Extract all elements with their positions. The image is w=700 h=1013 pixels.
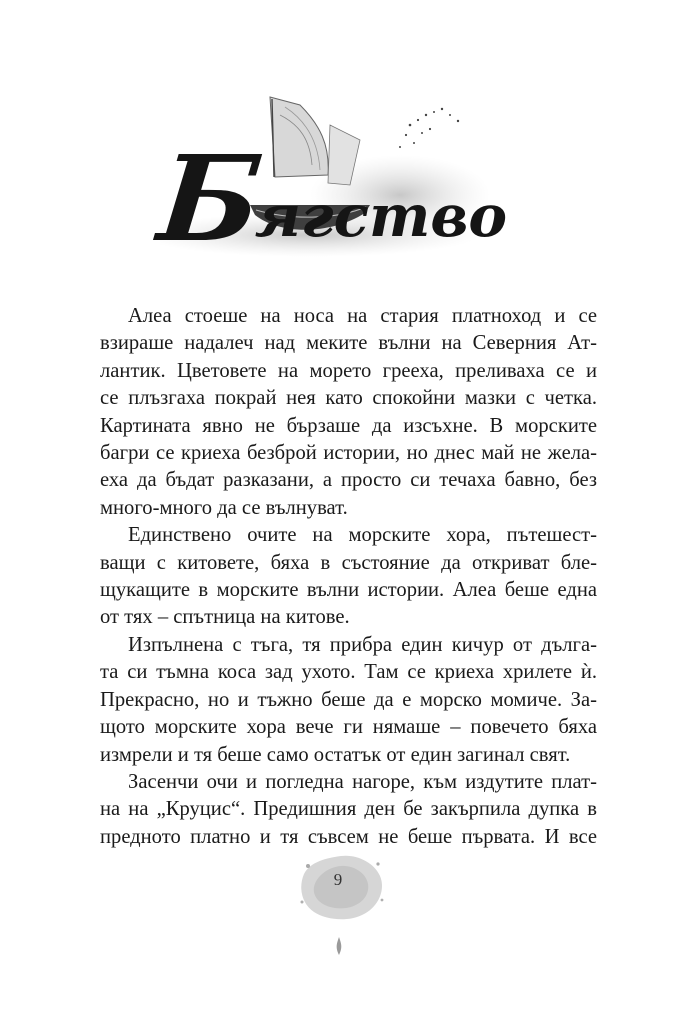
text-line: щото морските хора вече ги нямаше – повечето бяха — [100, 716, 597, 739]
page-number: 9 — [333, 870, 343, 889]
text-line: ващи с китовете, бяха в състояние да откриват бле- — [100, 551, 597, 574]
text-line: Картината явно не бързаше да изсъхне. В морските — [100, 414, 597, 437]
body-text — [100, 303, 597, 851]
text-line: много-много да се вълнуват. — [100, 496, 348, 519]
chapter-title-rest: ягство — [254, 182, 508, 250]
chapter-title-initial: Б — [152, 129, 269, 268]
chapter-title — [152, 129, 508, 268]
text-line: на на „Круцис“. Предишния ден бе закърпила дупка в — [100, 798, 597, 821]
text-line: багри се криеха безброй истории, но днес май не жела- — [100, 442, 597, 465]
text-line: Засенчи очи и погледна нагоре, към издутите плат- — [128, 770, 597, 793]
text-line: лантик. Цветовете на морето грееха, преливаха се и — [100, 359, 597, 382]
text-line: еха да бъдат разказани, а просто си течаха бавно, без — [100, 469, 597, 492]
ink-drip-icon — [333, 937, 345, 957]
text-line: щукащите в морските вълни истории. Алеа беше една — [100, 579, 597, 602]
text-line: от тях – спътница на китове. — [100, 606, 350, 629]
text-line: Единствено очите на морските хора, пътешест- — [128, 524, 597, 547]
text-line: се плъзгаха покрай нея като спокойни мазки с четка. — [100, 387, 597, 410]
text-line: Изпълнена с тъга, тя прибра един кичур от дълга- — [128, 633, 597, 656]
text-line: предното платно и тя съвсем не беше първата. И все — [100, 825, 597, 848]
text-line: измрели и тя беше само остатък от един загинал свят. — [100, 743, 571, 766]
text-line: та си тъмна коса зад ухото. Там се криеха хрилете ѝ. — [100, 661, 597, 684]
text-line: взираше надалеч над меките вълни на Северния Ат- — [100, 332, 597, 355]
text-line: Прекрасно, но и тъжно беше да е морско момиче. За- — [100, 688, 597, 711]
text-line: Алеа стоеше на носа на стария платноход и се — [128, 305, 597, 327]
